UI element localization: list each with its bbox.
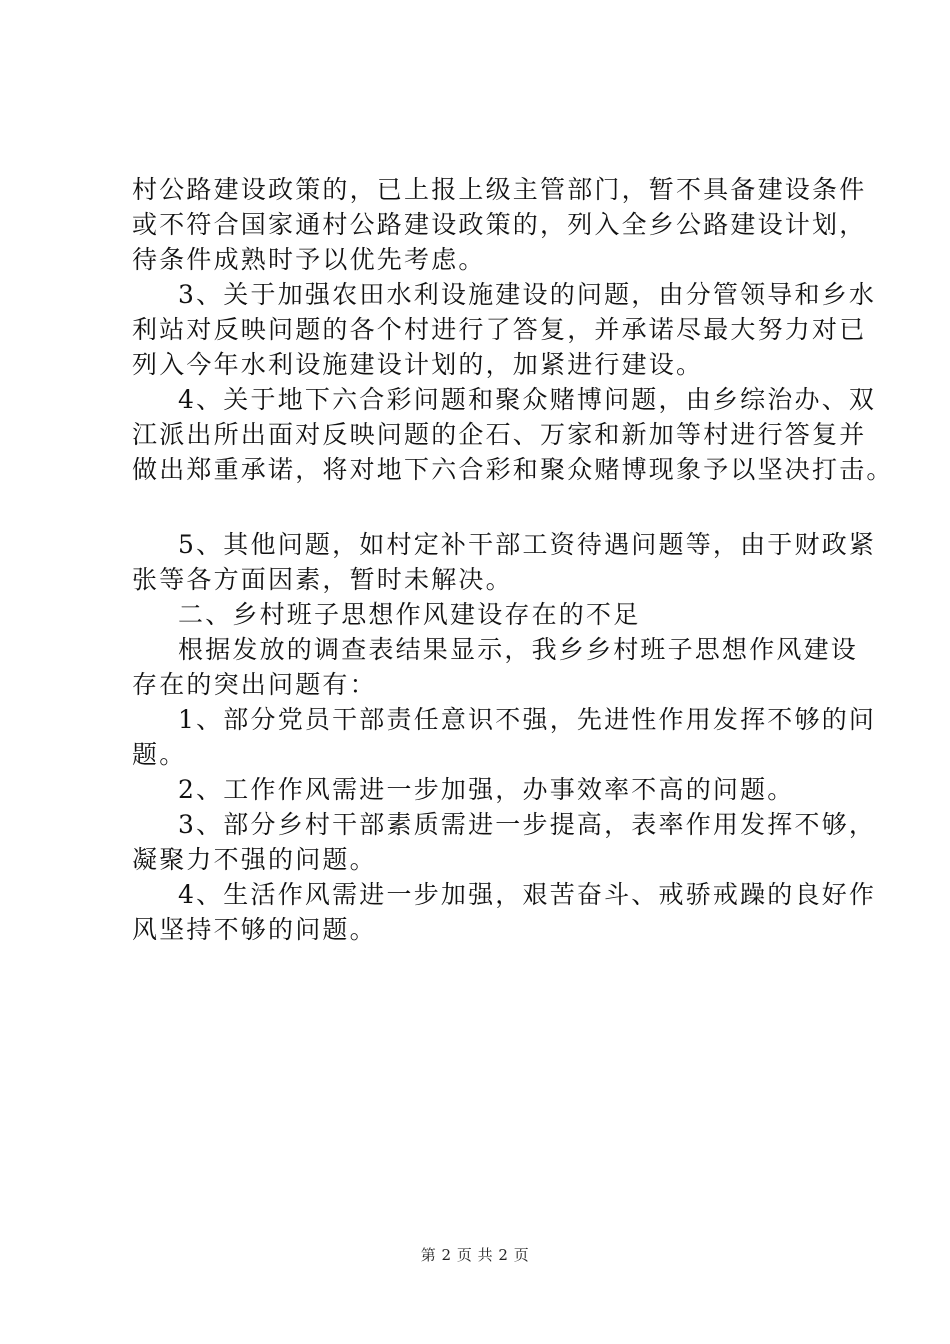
paragraph-line: 村公路建设政策的，已上报上级主管部门，暂不具备建设条件 — [132, 175, 867, 204]
list-item-line: 3、部分乡村干部素质需进一步提高，表率作用发挥不够， — [178, 810, 877, 839]
paragraph-line: 待条件成熟时予以优先考虑。 — [132, 245, 486, 274]
list-item-line: 凝聚力不强的问题。 — [132, 845, 377, 874]
list-item-line: 题。 — [132, 740, 187, 769]
paragraph-line: 存在的突出问题有： — [132, 670, 377, 699]
paragraph-line: 5、其他问题，如村定补干部工资待遇问题等，由于财政紧 — [178, 530, 877, 559]
paragraph-line: 利站对反映问题的各个村进行了答复，并承诺尽最大努力对已 — [132, 315, 867, 344]
section-heading: 二、乡村班子思想作风建设存在的不足 — [178, 600, 641, 629]
paragraph-line: 列入今年水利设施建设计划的，加紧进行建设。 — [132, 350, 704, 379]
paragraph-line: 江派出所出面对反映问题的企石、万家和新加等村进行答复并 — [132, 420, 867, 449]
paragraph-line: 或不符合国家通村公路建设政策的，列入全乡公路建设计划， — [132, 210, 867, 239]
paragraph-line: 张等各方面因素，暂时未解决。 — [132, 565, 513, 594]
paragraph-gap — [132, 487, 832, 527]
list-item-line: 4、生活作风需进一步加强，艰苦奋斗、戒骄戒躁的良好作 — [178, 880, 877, 909]
list-item-line: 1、部分党员干部责任意识不强，先进性作用发挥不够的问 — [178, 705, 877, 734]
document-body — [132, 172, 894, 947]
list-item-line: 风坚持不够的问题。 — [132, 915, 377, 944]
paragraph-line: 根据发放的调查表结果显示，我乡乡村班子思想作风建设 — [178, 635, 859, 664]
paragraph-line: 3、关于加强农田水利设施建设的问题，由分管领导和乡水 — [178, 280, 877, 309]
list-item-line: 2、工作作风需进一步加强，办事效率不高的问题。 — [178, 775, 795, 804]
paragraph-line: 4、关于地下六合彩问题和聚众赌博问题，由乡综治办、双 — [178, 385, 877, 414]
paragraph-line: 做出郑重承诺，将对地下六合彩和聚众赌博现象予以坚决打击。 — [132, 455, 894, 484]
page-number-footer: 第 2 页 共 2 页 — [420, 1246, 530, 1264]
